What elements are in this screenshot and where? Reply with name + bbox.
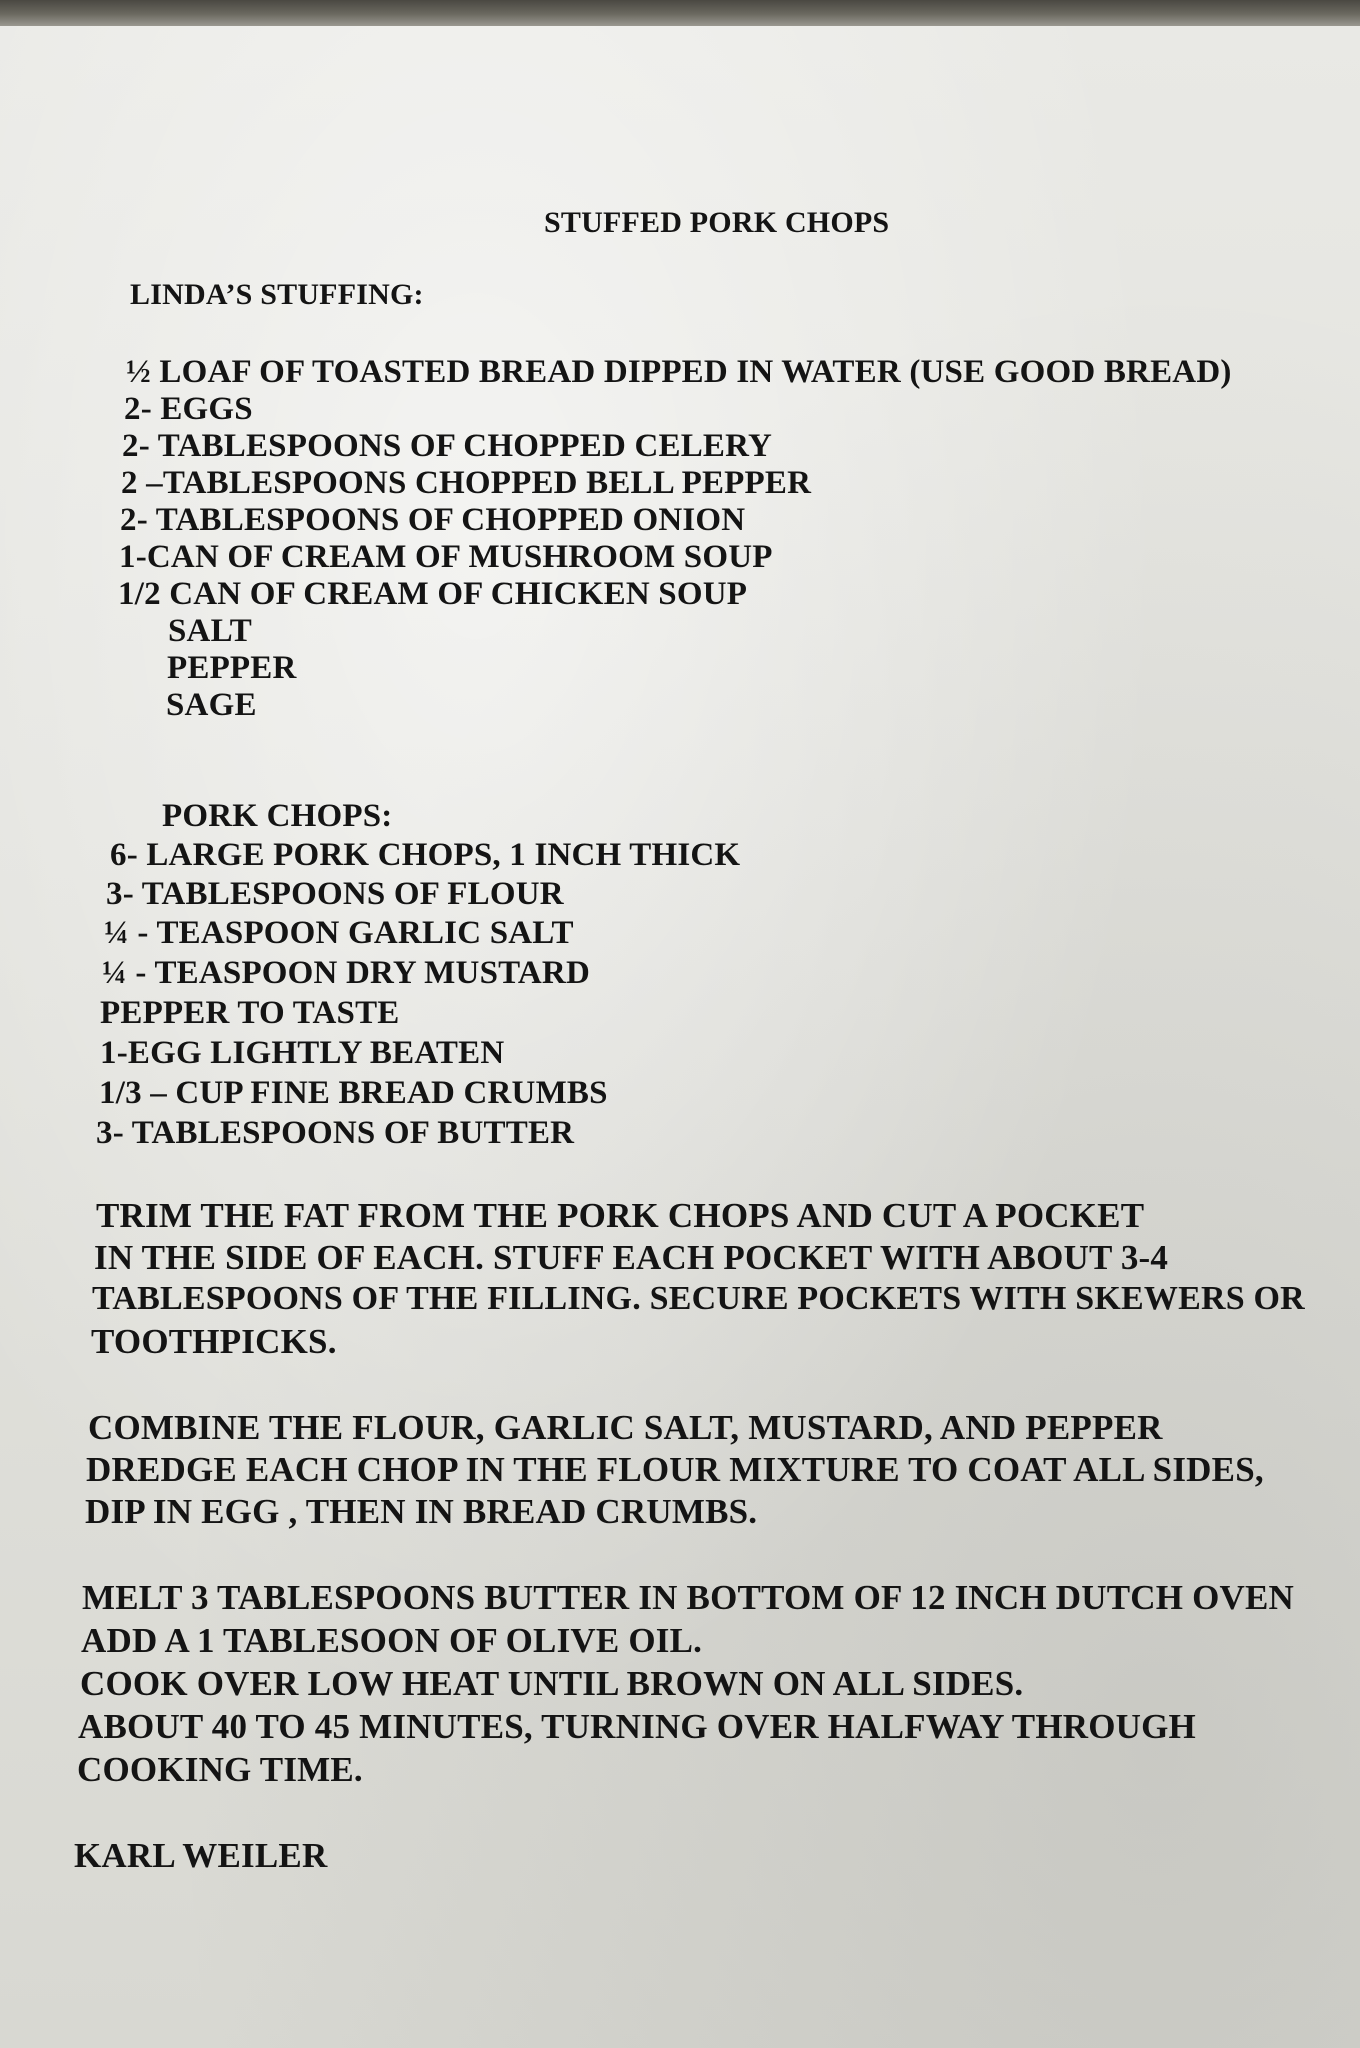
stuffing-ingredient: 2- TABLESPOONS OF CHOPPED CELERY (122, 428, 773, 464)
pork-chops-ingredient: PEPPER TO TASTE (100, 995, 400, 1031)
stuffing-heading: LINDA’S STUFFING: (130, 278, 424, 311)
instruction-line: MELT 3 TABLESPOONS BUTTER IN BOTTOM OF 12 INCH DUTCH OVEN (82, 1578, 1295, 1617)
recipe-title: STUFFED PORK CHOPS (544, 206, 890, 239)
instruction-line: IN THE SIDE OF EACH. STUFF EACH POCKET WITH ABOUT 3-4 (94, 1238, 1169, 1277)
pork-chops-ingredient: ¼ - TEASPOON DRY MUSTARD (102, 955, 590, 991)
stuffing-ingredient: 1-CAN OF CREAM OF MUSHROOM SOUP (119, 539, 773, 575)
instruction-line: COOK OVER LOW HEAT UNTIL BROWN ON ALL SIDES. (80, 1664, 1024, 1703)
instruction-line: DIP IN EGG , THEN IN BREAD CRUMBS. (85, 1492, 758, 1531)
stuffing-ingredient: SALT (168, 613, 252, 649)
instruction-line: ABOUT 40 TO 45 MINUTES, TURNING OVER HALFWAY THROUGH (78, 1707, 1196, 1746)
instruction-line: TOOTHPICKS. (91, 1322, 337, 1361)
instruction-line: COOKING TIME. (77, 1750, 363, 1789)
stuffing-ingredient: 2- TABLESPOONS OF CHOPPED ONION (120, 502, 746, 538)
instruction-line: TRIM THE FAT FROM THE PORK CHOPS AND CUT A POCKET (96, 1196, 1145, 1235)
stuffing-ingredient: 2 –TABLESPOONS CHOPPED BELL PEPPER (121, 465, 812, 501)
stuffing-ingredient: 2- EGGS (124, 391, 253, 427)
pork-chops-ingredient: 6- LARGE PORK CHOPS, 1 INCH THICK (110, 837, 741, 873)
instruction-line: DREDGE EACH CHOP IN THE FLOUR MIXTURE TO COAT ALL SIDES, (86, 1450, 1264, 1489)
stuffing-ingredient: PEPPER (167, 650, 297, 686)
stuffing-ingredient: ½ LOAF OF TOASTED BREAD DIPPED IN WATER (USE GOOD BREAD) (126, 354, 1232, 390)
author-signature: KARL WEILER (74, 1836, 328, 1875)
pork-chops-ingredient: ¼ - TEASPOON GARLIC SALT (104, 915, 574, 951)
instruction-line: COMBINE THE FLOUR, GARLIC SALT, MUSTARD, AND PEPPER (88, 1408, 1163, 1447)
pork-chops-ingredient: 1-EGG LIGHTLY BEATEN (100, 1035, 505, 1071)
instruction-line: ADD A 1 TABLESOON OF OLIVE OIL. (81, 1621, 703, 1660)
pork-chops-ingredient: 3- TABLESPOONS OF BUTTER (96, 1115, 575, 1151)
stuffing-ingredient: 1/2 CAN OF CREAM OF CHICKEN SOUP (118, 576, 748, 612)
pork-chops-ingredient: 3- TABLESPOONS OF FLOUR (106, 876, 564, 912)
stuffing-ingredient: SAGE (166, 687, 257, 723)
pork-chops-heading: PORK CHOPS: (162, 798, 393, 834)
instruction-line: TABLESPOONS OF THE FILLING. SECURE POCKETS WITH SKEWERS OR (92, 1280, 1305, 1317)
recipe-paper (0, 26, 1360, 2048)
pork-chops-ingredient: 1/3 – CUP FINE BREAD CRUMBS (99, 1075, 608, 1111)
